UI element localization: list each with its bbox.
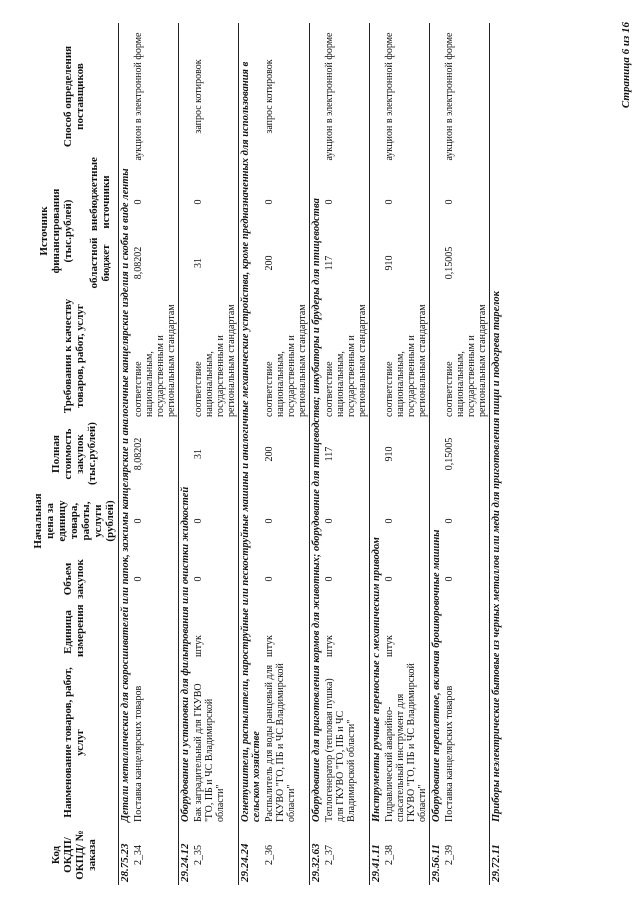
section-title: Огнетушители, распылители, пароструйные или пескоструйные машины и аналогичные механические устройства, кроме предназначенных для использования в сельском хозяйстве: [239, 23, 264, 825]
table-row: [383, 23, 430, 885]
item-volume: 0: [384, 576, 395, 582]
item-funding-regional: 200: [264, 255, 275, 271]
item-requirements: соответствие национальным, государственным и региональным стандартам: [264, 304, 308, 417]
item-volume: 0: [264, 576, 275, 582]
item-requirements: соответствие национальным, государственным и региональным стандартам: [384, 304, 428, 417]
section-code: 29.32.63: [310, 825, 324, 885]
item-price: 0: [264, 518, 275, 524]
col-unit-header: Единица измерения: [62, 604, 86, 657]
col-total-header: Полная стоимость закупок (тыс.рублей): [50, 422, 98, 485]
item-volume: 0: [444, 576, 455, 582]
item-unit: штук: [324, 635, 335, 657]
item-unit: [132, 604, 179, 660]
item-price: 0: [133, 518, 144, 524]
item-requirements: соответствие национальным, государственным и региональным стандартам: [193, 304, 237, 417]
section-row: [490, 23, 504, 885]
item-method: запрос котировок: [264, 59, 275, 134]
item-number: 2_38: [384, 845, 395, 865]
item-funding-regional: 0,15005: [444, 246, 455, 280]
item-number: 2_34: [133, 845, 144, 865]
item-funding-other: 0: [324, 199, 335, 205]
col-requirements-header: Требования к качеству товаров, работ, услуг: [62, 298, 86, 414]
item-funding-other: 0: [444, 199, 455, 205]
item-name: Распылитель для воды ранцевый для ГКУВО "ГО, ПБ и ЧС Владимирской области": [264, 663, 297, 822]
section-row: [239, 23, 264, 885]
item-total: 31: [193, 449, 204, 459]
item-price: 0: [193, 518, 204, 524]
item-funding-regional: 8,08202: [133, 246, 144, 280]
item-funding-other: 0: [133, 199, 144, 205]
section-title: Оборудование для приготовления кормов для животных; оборудование для птицеводства; инкубаторы и брудеры для птицеводства: [310, 23, 324, 825]
col-method-header: Способ определения поставщиков: [62, 45, 86, 148]
section-row: [370, 23, 384, 885]
item-requirements: соответствие национальным, государственным и региональным стандартам: [133, 304, 177, 417]
section-code: 29.41.11: [370, 825, 384, 885]
item-number: 2_36: [264, 845, 275, 865]
section-code: 29.24.24: [239, 825, 264, 885]
section-row: [310, 23, 324, 885]
item-number: 2_35: [193, 845, 204, 865]
table-row: [323, 23, 370, 885]
item-price: 0: [324, 518, 335, 524]
section-title: Приборы неэлектрические бытовые из черных металлов или меди для приготовления пищи и подогрева тарелок: [490, 23, 504, 825]
section-code: 29.24.12: [179, 825, 193, 885]
col-price-header: Начальная цена за единицу товара, работы, услуги (рублей): [32, 493, 116, 549]
col-funding-header: Источник финансирования (тыс.рублей): [37, 188, 74, 274]
item-requirements: соответствие национальным, государственным и региональным стандартам: [444, 304, 488, 417]
item-price: 0: [384, 518, 395, 524]
item-name: Бак заградительный для ГКУВО "ГО, ПБ и ЧС Владимирской области": [193, 683, 226, 822]
item-volume: 0: [193, 576, 204, 582]
item-unit: штук: [193, 635, 204, 657]
section-title: Оборудование переплетное, включая брошюровочные машины: [430, 23, 444, 825]
table-row: [192, 23, 239, 885]
item-volume: 0: [324, 576, 335, 582]
item-funding-regional: 31: [193, 258, 204, 268]
item-funding-regional: 117: [324, 255, 335, 271]
item-volume: 0: [133, 576, 144, 582]
table-row: [132, 23, 179, 885]
section-row: [430, 23, 444, 885]
item-total: 200: [264, 446, 275, 462]
page-number: Страница 6 из 16: [620, 22, 632, 109]
item-name: Гидравлический аварийно-спасательный инструмент для ГКУВО "ГО, ПБ и ЧС Владимирской области": [384, 663, 428, 822]
item-total: 117: [324, 446, 335, 462]
section-row: [179, 23, 193, 885]
item-unit: [443, 604, 490, 660]
item-name: Поставка канцелярских товаров: [444, 685, 455, 822]
col-name-header: Наименование товаров, работ, услуг: [62, 667, 86, 818]
item-unit: штук: [264, 635, 275, 657]
item-total: 8,08202: [133, 437, 144, 471]
section-code: 29.56.11: [430, 825, 444, 885]
table-body: [119, 23, 504, 885]
section-code: 29.72.11: [490, 825, 504, 885]
item-number: 2_39: [444, 845, 455, 865]
section-title: Инструменты ручные переносные с механическим приводом: [370, 23, 384, 825]
item-funding-other: 0: [264, 199, 275, 205]
item-unit: штук: [384, 635, 395, 657]
section-title: Оборудование и установки для фильтрования или очистки жидкостей: [179, 23, 193, 825]
item-name: Поставка канцелярских товаров: [133, 685, 144, 822]
table-row: [263, 23, 310, 885]
item-name: Теплогенератор (тепловая пушка) для ГКУВО "ГО, ПБ и ЧС Владимирской области": [324, 678, 357, 822]
col-volume-header: Объем закупок: [62, 559, 86, 599]
item-requirements: соответствие национальным, государственным и региональным стандартам: [324, 304, 368, 417]
section-code: 28.75.23: [119, 825, 133, 885]
item-funding-other: 0: [384, 199, 395, 205]
col-funding-other-header: внебюджетные источники: [82, 170, 119, 234]
item-price: 0: [444, 518, 455, 524]
item-method: аукцион в электронной форме: [324, 32, 335, 161]
table-row: [443, 23, 490, 885]
item-total: 0,15005: [444, 437, 455, 471]
procurement-table: [30, 23, 503, 885]
item-total: 910: [384, 446, 395, 462]
item-method: аукцион в электронной форме: [133, 32, 144, 161]
section-title: Детали металлические для скоросшивателей или папок, зажимы канцелярские и аналогичные канцелярские изделия и скобы в виде ленты: [119, 23, 133, 825]
item-funding-regional: 910: [384, 255, 395, 271]
section-row: [119, 23, 133, 885]
col-funding-regional-header: областной бюджет: [82, 234, 119, 292]
item-method: аукцион в электронной форме: [444, 32, 455, 161]
item-number: 2_37: [324, 845, 335, 865]
item-method: аукцион в электронной форме: [384, 32, 395, 161]
item-funding-other: 0: [193, 199, 204, 205]
col-code-header: Код ОКДП/ ОКПД/ № заказа: [50, 830, 98, 880]
item-method: запрос котировок: [193, 59, 204, 134]
